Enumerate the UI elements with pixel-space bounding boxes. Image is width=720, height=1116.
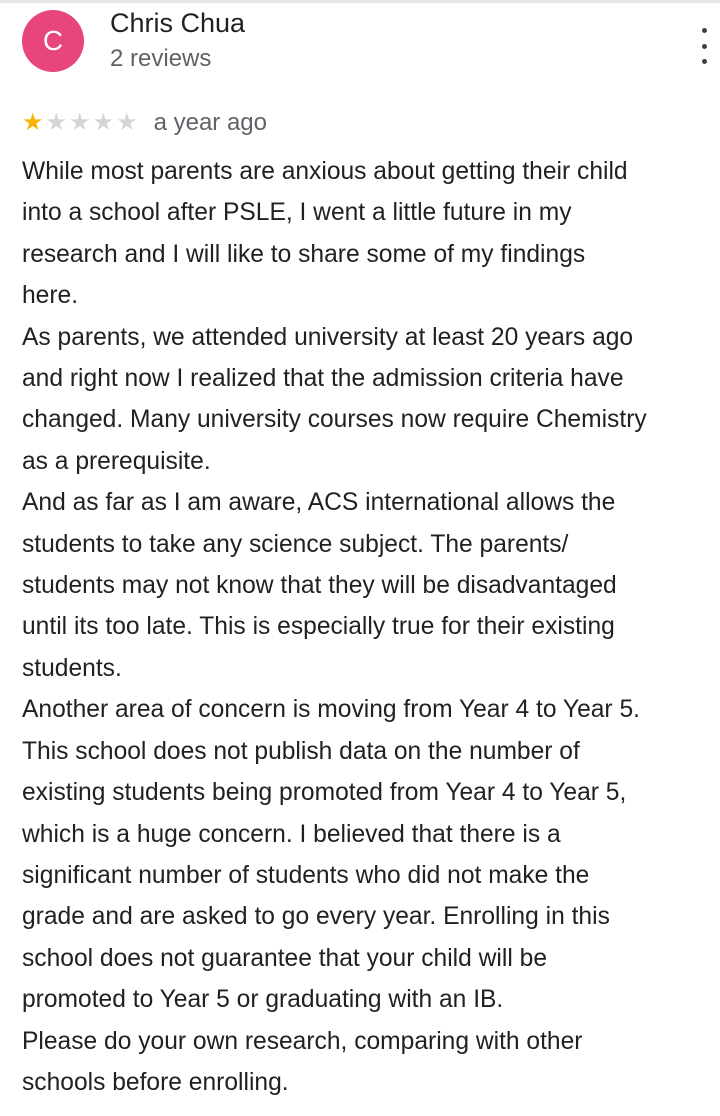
review-line: students may not know that they will be disadvantaged	[22, 572, 617, 600]
review-count[interactable]: 2 reviews	[110, 45, 212, 72]
review-date: a year ago	[153, 109, 267, 136]
star-empty-icon: ★	[92, 109, 115, 136]
star-filled-icon: ★	[22, 109, 44, 136]
review-line: Another area of concern is moving from Year 4 to Year 5.	[22, 696, 640, 724]
review-line: into a school after PSLE, I went a little future in my	[22, 199, 572, 227]
review-line: until its too late. This is especially true for their existing	[22, 613, 615, 641]
review-line: and right now I realized that the admission criteria have	[22, 365, 624, 393]
author-name[interactable]: Chris Chua	[110, 8, 246, 38]
avatar[interactable]	[22, 10, 84, 72]
rating-row	[22, 108, 267, 138]
review-line: which is a huge concern. I believed that there is a	[22, 820, 561, 848]
star-rating	[22, 108, 140, 138]
avatar-letter: C	[42, 25, 64, 56]
review-line: promoted to Year 5 or graduating with an IB.	[22, 986, 504, 1014]
star-empty-icon: ★	[116, 109, 138, 136]
review-line: students to take any science subject. The parents/	[22, 530, 569, 558]
review-line: As parents, we attended university at least 20 years ago	[22, 323, 634, 351]
review-line: changed. Many university courses now require Chemistry	[22, 406, 647, 434]
review-text	[22, 151, 720, 1103]
review-line: here.	[22, 282, 79, 310]
review-line: students.	[22, 654, 122, 682]
review-line: And as far as I am aware, ACS international allows the	[22, 489, 616, 517]
divider	[0, 0, 720, 3]
review-line: significant number of students who did not make the	[22, 861, 590, 889]
review-line: research and I will like to share some of my findings	[22, 240, 586, 268]
review-line: existing students being promoted from Year 4 to Year 5,	[22, 779, 627, 807]
review-line: schools before enrolling.	[22, 1068, 289, 1096]
review-line: While most parents are anxious about getting their child	[22, 158, 628, 185]
more-options-icon[interactable]	[694, 28, 714, 64]
star-empty-icon: ★	[69, 109, 91, 136]
review-line: grade and are asked to go every year. Enrolling in this	[22, 903, 610, 931]
review-line: as a prerequisite.	[22, 447, 211, 475]
star-empty-icon: ★	[45, 109, 68, 136]
review-line: This school does not publish data on the number of	[22, 737, 580, 765]
review-line: Please do your own research, comparing with other	[22, 1027, 583, 1055]
review-line: school does not guarantee that your child will be	[22, 944, 547, 972]
